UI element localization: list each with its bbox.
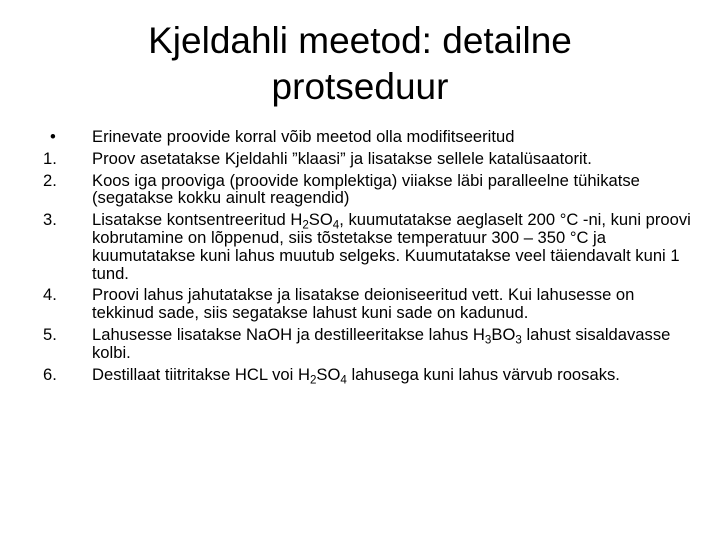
text-segment: Destillaat tiitritakse HCL voi H — [92, 364, 310, 384]
list-item — [40, 211, 700, 282]
subscript: 4 — [332, 218, 340, 232]
list-item-text: Proovi lahus jahutatakse ja lisatakse deioniseeritud vett. Kui lahusesse on tekkinud sade, siis segatakse lahust kuni sade on kadunud. — [92, 285, 635, 323]
text-segment: lahust sisaldavasse kolbi. — [92, 324, 671, 362]
list-item — [40, 286, 700, 322]
step-number: 6. — [43, 364, 57, 384]
list-item — [40, 326, 700, 362]
slide-title: Kjeldahli meetod: detailne protseduur — [148, 20, 572, 107]
list-item — [40, 364, 700, 387]
list-item-text — [92, 211, 700, 282]
text-segment: lahusega kuni lahus värvub roosaks. — [346, 364, 620, 384]
step-number: 2. — [43, 170, 57, 190]
text-segment: SO — [308, 210, 333, 230]
subscript: 2 — [302, 218, 309, 232]
subscript: 3 — [515, 333, 522, 347]
step-number: 1. — [43, 148, 57, 168]
list-item-text: Proov asetatakse Kjeldahli ”klaasi” ja lisatakse sellele katalüsaatorit. — [92, 148, 592, 168]
step-number: 5. — [43, 324, 57, 344]
subscript: 3 — [484, 333, 492, 347]
bullet-marker: • — [50, 127, 56, 146]
list-item-text: Koos iga prooviga (proovide komplektiga) viiakse läbi paralleelne tühikatse (segatakse kokku ainult reagendid) — [92, 170, 640, 208]
text-segment: Lahusesse lisatakse NaOH ja destilleeritakse lahus H — [92, 324, 485, 344]
list-item — [40, 172, 700, 208]
list-item-text — [92, 364, 700, 387]
text-segment: , kuumutatakse aeglaselt 200 °C -ni, kuni proovi kobrutamine on lõppenud, siis tõstetakse temperatuur 300 – 350 °C ja kuumutatakse kuni lahus muutub selgeks. Kuumutatakse veel täiendavalt kuni 1 tund. — [92, 210, 691, 283]
subscript: 2 — [309, 373, 317, 387]
step-number: 3. — [43, 210, 57, 230]
text-segment: BO — [491, 324, 516, 344]
list-item-text — [92, 326, 700, 362]
procedure-list — [40, 127, 700, 387]
text-segment: SO — [316, 364, 341, 384]
list-item-text: Erinevate proovide korral võib meetod olla modifitseeritud — [92, 127, 515, 146]
text-segment: Lisatakse kontsentreeritud H — [92, 210, 303, 230]
subscript: 4 — [340, 373, 347, 387]
list-item — [40, 128, 700, 146]
list-item — [40, 150, 700, 168]
step-number: 4. — [43, 285, 57, 305]
